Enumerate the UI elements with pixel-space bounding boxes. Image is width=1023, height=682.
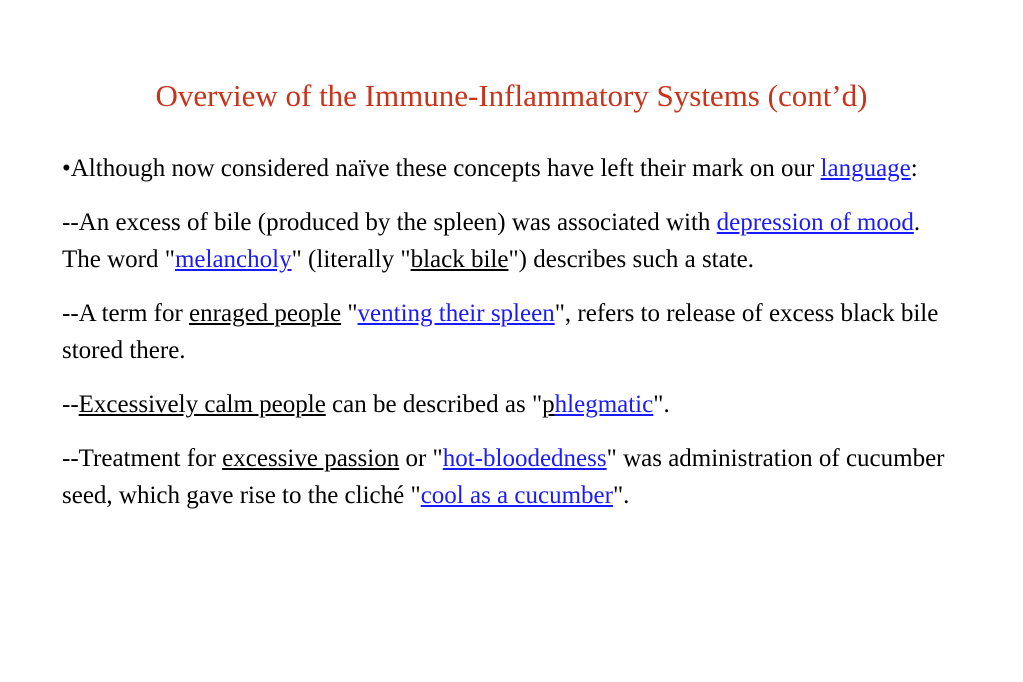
text: ". bbox=[612, 482, 630, 509]
text: : bbox=[910, 155, 918, 182]
text: " was administration of cucumber seed, which gave rise to the cliché " bbox=[62, 445, 945, 509]
text: " bbox=[341, 300, 358, 327]
paragraph-venting-spleen bbox=[62, 295, 962, 369]
link-cool-as-a-cucumber[interactable]: cool as a cucumber bbox=[420, 482, 613, 509]
link-depression-of-mood[interactable]: depression of mood bbox=[716, 209, 914, 236]
text: --A term for bbox=[62, 300, 190, 327]
paragraph-phlegmatic bbox=[62, 386, 962, 423]
underlined-p: p bbox=[542, 391, 555, 418]
slide-title: Overview of the Immune-Inflammatory Systems (cont’d) bbox=[155, 78, 868, 113]
link-phlegmatic[interactable]: hlegmatic bbox=[554, 391, 654, 418]
underlined-excessive-passion: excessive passion bbox=[222, 445, 400, 472]
underlined-black-bile: black bile bbox=[410, 246, 509, 273]
link-language[interactable]: language bbox=[820, 155, 911, 182]
paragraph-bile-excess bbox=[62, 204, 962, 278]
text: --Treatment for bbox=[62, 445, 223, 472]
paragraph-naive-concepts bbox=[62, 150, 962, 187]
underlined-excessively-calm-people: Excessively calm people bbox=[78, 391, 326, 418]
link-melancholy[interactable]: melancholy bbox=[174, 246, 292, 273]
underlined-enraged-people: enraged people bbox=[189, 300, 342, 327]
text: ") describes such a state. bbox=[508, 246, 755, 273]
text: ". bbox=[653, 391, 670, 418]
text: •Although now considered naïve these concepts have left their mark on our bbox=[62, 155, 821, 182]
link-venting-their-spleen[interactable]: venting their spleen bbox=[357, 300, 555, 327]
slide-body bbox=[62, 150, 962, 531]
paragraph-cool-as-cucumber bbox=[62, 440, 962, 514]
text: " (literally " bbox=[291, 246, 411, 273]
text: --An excess of bile (produced by the spleen) was associated with bbox=[62, 209, 717, 236]
text: or " bbox=[399, 445, 443, 472]
text: ", refers to release of excess black bile stored there. bbox=[62, 300, 939, 364]
link-hot-bloodedness[interactable]: hot-bloodedness bbox=[442, 445, 607, 472]
text: -- bbox=[62, 391, 79, 418]
text: . The word " bbox=[62, 209, 921, 273]
text: can be described as " bbox=[325, 391, 543, 418]
